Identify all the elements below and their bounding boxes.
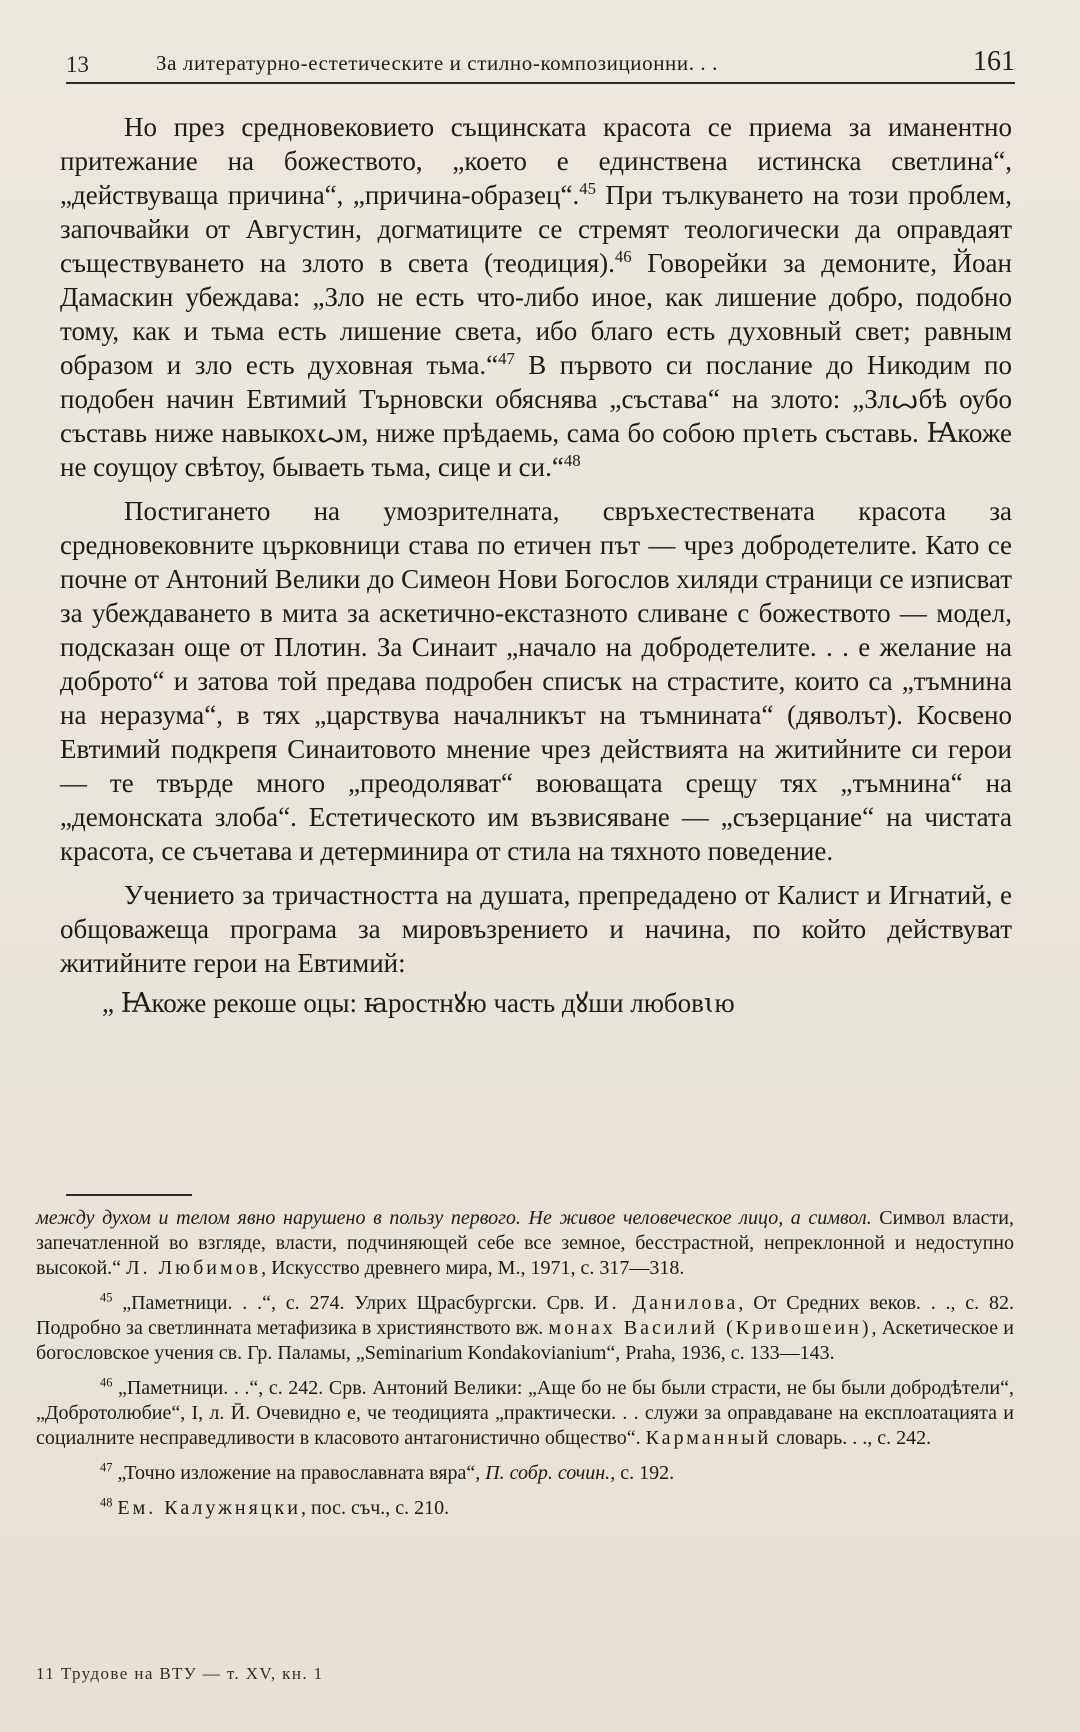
footnote-45-part-b: , От Средних веков. . ., с. 82. Подробно за светлинната метафизика в християнството вж. [36,1292,1014,1339]
signature-mark: 13 [66,52,89,77]
footnote-ref-48: 48 [563,451,581,470]
footnote-47-part-a: „Точно изложение на православната вяра“, [112,1462,486,1484]
footnote-45-author-2: монах Василий (Кривошеин) [548,1317,872,1339]
footnotes [36,1206,1014,1521]
footnote-47 [36,1461,1014,1486]
footnote-48 [36,1496,1014,1521]
footnote-rule [66,1194,192,1196]
running-title: За литературно-естетическите и стилно-композиционни. . . [156,51,718,75]
paragraph-1-part-c: Говорейки за демоните, Йоан Дамаскин убеждава: „Зло не есть что-либо иное, как лишение добро, подобно тому, как и тьма есть лишение света, ибо благо есть духовный свет; равным образом и зло есть духовная тьма.“ [60,248,1012,380]
signature-footer: 11 Трудове на ВТУ — т. XV, кн. 1 [36,1664,324,1683]
footnote-45-part-a: „Паметници. . .“, с. 274. Улрих Щрасбургски. Срв. [112,1292,595,1314]
footnote-ref-46: 46 [614,247,632,266]
footnote-continuation-italic: между духом и телом явно нарушено в пользу первого. Не живое человеческое лицо, а символ. [36,1207,872,1229]
footnote-46-part-b: словарь. . ., с. 242. [771,1427,932,1449]
paragraph-1 [60,110,1012,484]
footnote-48-number: 48 [100,1495,113,1510]
footnote-46-author: Карманный [645,1427,772,1449]
footnote-47-part-b: , с. 192. [610,1462,675,1484]
footnote-45-author-1: И. Данилова [594,1292,739,1314]
footnote-46-part-a: „Паметници. . .“, с. 242. Срв. Антоний Велики: „Аще бо не бы были страсти, не бы были добродѣтели“, „Добротолюбие“, I, л. Ӣ. Очевидно е, че теодицията „практически. . . служи за оправдаване на експлоатацията и социалните несправедливости в класовото антагонистично общество“. [36,1377,1014,1449]
footnote-ref-47: 47 [498,349,515,368]
main-text [60,110,1012,1020]
footnote-continuation [36,1206,1014,1281]
footnote-continuation-author: Л. Любимов [126,1257,262,1279]
running-header [66,28,1015,84]
footnote-ref-45: 45 [579,179,596,198]
paragraph-1-part-a: Но през средновековието същинската красота се приема за иманентно притежание на божеството, „което е единствена истинска светлина“, „действуваща причина“, „причина-образец“. [60,112,1012,210]
footnote-45 [36,1291,1014,1366]
footnote-48-author: Ем. Калужняцки [117,1497,301,1519]
paragraph-3: Учението за тричастността на душата, препредадено от Калист и Игнатий, е общоважеща програма за мировъзрението и начина, по който действуват житийните герои на Евтимий: [60,880,1012,978]
footnote-45-part-c: , Аскетическое и богословское учения св. Гр. Паламы, „Seminarium Kondakovianium“, Praha, 1936, с. 133—143. [36,1317,1014,1364]
footnote-47-italic: П. собр. сочин. [485,1462,611,1484]
footnote-continuation-text: Символ власти, запечатленной во взгляде, власти, подчиняющей себе все земное, бесстрастной, непреклонной и недоступно высокой.“ [36,1207,1014,1279]
footnote-46 [36,1376,1014,1451]
paragraph-2: Постигането на умозрителната, свръхестествената красота за средновековните църковници става по етичен път — чрез добродетелите. Като се почне от Антоний Велики до Симеон Нови Богослов хиляди страници се изписват за убеждаването в мита за аскетично-екстазното сливане с божеството — модел, подсказан още от Плотин. За Синаит „начало на добродетелите. . . е желание на доброто“ и затова той предава подробен списък на страстите, които са „тъмнина на неразума“, в тях „царствува началникът на тъмнината“ (дяволът). Косвено Евтимий подкрепя Синаитовото мнение чрез действията на житийните си герои — те твърде много „преодоляват“ воюващата срещу тях „тъмнина“ на „демонската злоба“. Естетическото им възвисяване — „съзерцание“ на чистата красота, се съчетава и детерминира от стила на тяхното поведение. [60,496,1012,866]
paragraph-1-part-b: При тълкуването на този проблем, започвайки от Августин, догматиците се стремят теологически да оправдаят съществуването на злото в света (теодиция). [60,180,1012,278]
footnote-47-number: 47 [100,1460,113,1475]
footnote-48-part-a: , пос. съч., с. 210. [300,1497,450,1519]
footnote-46-number: 46 [100,1375,113,1390]
paragraph-1-part-d: В първото си послание до Никодим по подобен начин Евтимий Търновски обяснява „състава“ на злото: „Злꙍбѣ оубо съставь ниже навыкохꙍм, ниже прѣдаемь, сама бо собою прꙇеть съставь. Ꙗкоже не соущоу свѣтоу, бываеть тьма, сице и си.“ [60,350,1013,482]
quote-line: „ Ꙗкоже рекоше оцы: ꙗростнꙋю часть дꙋши любовꙇю [102,988,735,1018]
footnote-continuation-rest: , Искусство древнего мира, М., 1971, с. 317—318. [261,1257,685,1279]
page-number: 161 [973,46,1015,77]
footnote-45-number: 45 [100,1290,113,1305]
